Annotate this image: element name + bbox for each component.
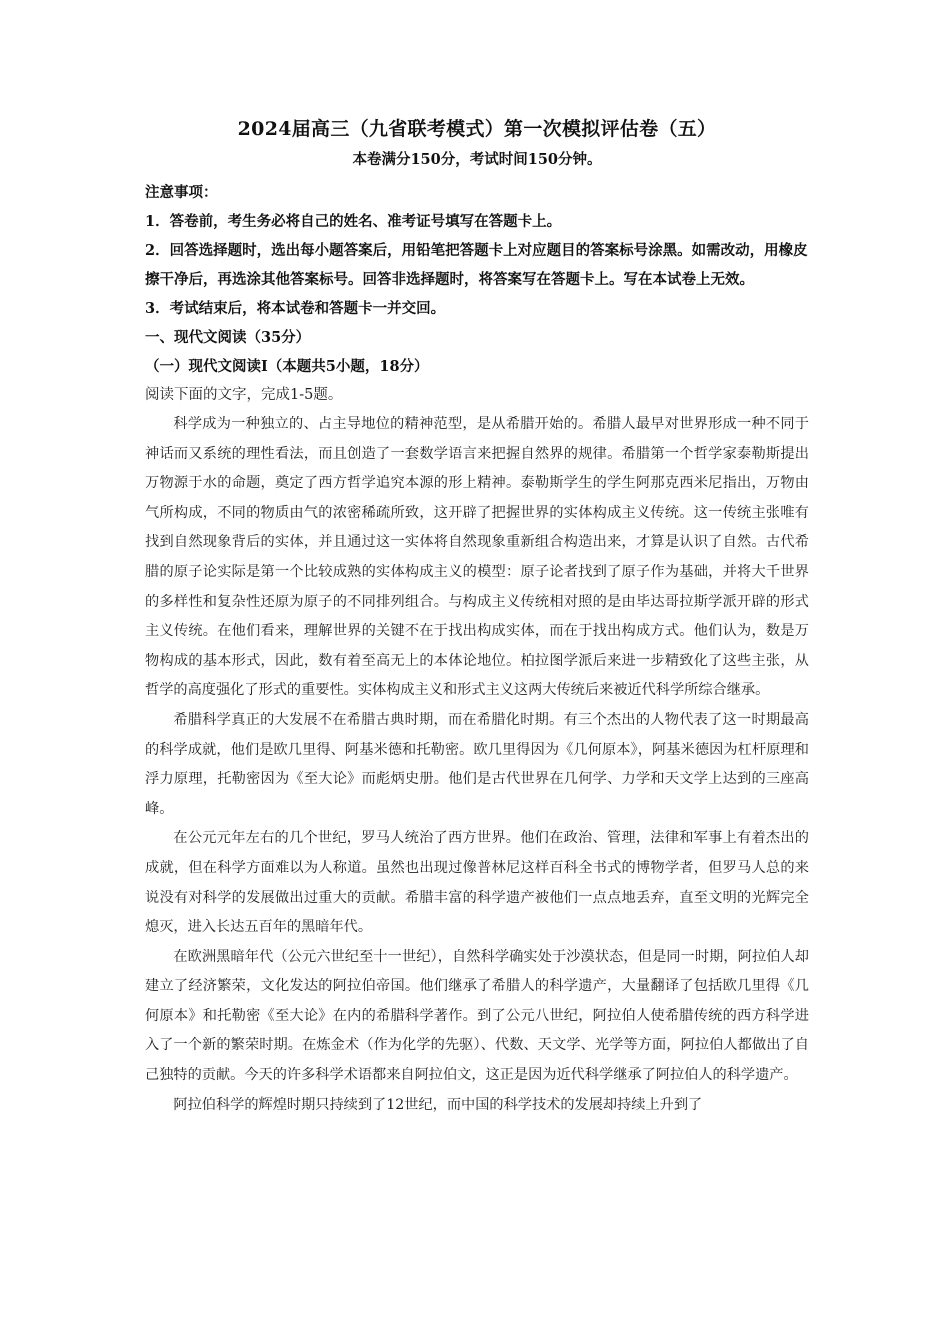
passage-paragraph-5: 阿拉伯科学的辉煌时期只持续到了12世纪，而中国的科学技术的发展却持续上升到了 [173, 1096, 703, 1113]
exam-subtitle: 本卷满分150分，考试时间150分钟。 [352, 151, 602, 168]
section-heading: 一、现代文阅读（35分） [145, 329, 311, 346]
subsection-heading: （一）现代文阅读Ⅰ（本题共5小题，18分） [145, 358, 429, 375]
notice-item-3: 3．考试结束后，将本试卷和答题卡一并交回。 [145, 300, 446, 317]
notice-heading: 注意事项： [145, 184, 218, 201]
passage-paragraph-2: 希腊科学真正的大发展不在希腊古典时期，而在希腊化时期。有三个杰出的人物代表了这一时期最高的科学成就，他们是欧几里得、阿基米德和托勒密。欧几里得因为《几何原本》，阿基米德因为杠杆原理和浮力原理，托勒密因为《至大论》而彪炳史册。他们是古代世界在几何学、力学和天文学上达到的三座高峰。 [145, 711, 809, 817]
passage-paragraph-3: 在公元元年左右的几个世纪，罗马人统治了西方世界。他们在政治、管理，法律和军事上有着杰出的成就，但在科学方面难以为人称道。虽然也出现过像普林尼这样百科全书式的博物学者，但罗马人总的来说没有对科学的发展做出过重大的贡献。希腊丰富的科学遗产被他们一点点地丢弃，直至文明的光辉完全熄灭，进入长达五百年的黑暗年代。 [145, 830, 809, 936]
passage-paragraph-4: 在欧洲黑暗年代（公元六世纪至十一世纪），自然科学确实处于沙漠状态，但是同一时期，阿拉伯人却建立了经济繁荣，文化发达的阿拉伯帝国。他们继承了希腊人的科学遗产，大量翻译了包括欧几里得《几何原本》和托勒密《至大论》在内的希腊科学著作。到了公元八世纪，阿拉伯人使希腊传统的西方科学进入了一个新的繁荣时期。在炼金术（作为化学的先驱）、代数、天文学、光学等方面，阿拉伯人都做出了自己独特的贡献。今天的许多科学术语都来自阿拉伯文，这正是因为近代科学继承了阿拉伯人的科学遗产。 [145, 948, 809, 1084]
passage-paragraph-1: 科学成为一种独立的、占主导地位的精神范型，是从希腊开始的。希腊人最早对世界形成一种不同于神话而又系统的理性看法，而且创造了一套数学语言来把握自然界的规律。希腊第一个哲学家泰勒斯提出万物源于水的命题，奠定了西方哲学追究本源的形上精神。泰勒斯学生的学生阿那克西米尼指出，万物由气所构成，不同的物质由气的浓密稀疏所致，这开辟了把握世界的实体构成主义传统。这一传统主张唯有找到自然现象背后的实体，并且通过这一实体将自然现象重新组合构造出来，才算是认识了自然。古代希腊的原子论实际是第一个比较成熟的实体构成主义的模型：原子论者找到了原子作为基础，并将大千世界的多样性和复杂性还原为原子的不同排列组合。与构成主义传统相对照的是由毕达哥拉斯学派开辟的形式主义传统。在他们看来，理解世界的关键不在于找出构成实体，而在于找出构成方式。他们认为，数是万物构成的基本形式，因此，数有着至高无上的本体论地位。柏拉图学派后来进一步精致化了这些主张，从哲学的高度强化了形式的重要性。实体构成主义和形式主义这两大传统后来被近代科学所综合继承。 [145, 416, 809, 699]
notice-item-2: 2．回答选择题时，选出每小题答案后，用铅笔把答题卡上对应题目的答案标号涂黑。如需改动，用橡皮擦干净后，再选涂其他答案标号。回答非选择题时，将答案写在答题卡上。写在本试卷上无效。 [145, 242, 808, 288]
exam-title: 2024届高三（九省联考模式）第一次模拟评估卷（五） [237, 118, 717, 140]
notice-item-1: 1．答卷前，考生务必将自己的姓名、准考证号填写在答题卡上。 [145, 213, 562, 230]
reading-instruction: 阅读下面的文字，完成1-5题。 [145, 387, 343, 403]
exam-page [145, 112, 809, 1120]
